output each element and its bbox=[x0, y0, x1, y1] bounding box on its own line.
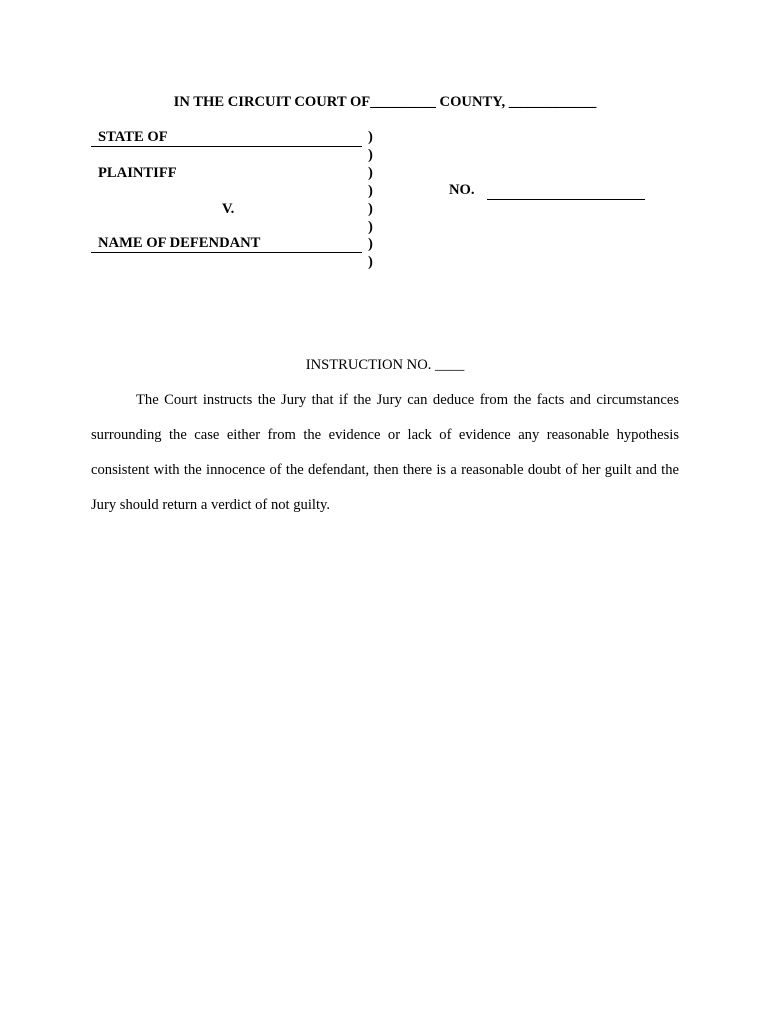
caption-paren: ) bbox=[368, 183, 373, 199]
defendant-name-blank bbox=[91, 252, 362, 253]
versus-label: V. bbox=[222, 201, 235, 217]
caption-paren: ) bbox=[368, 236, 373, 252]
instruction-title: INSTRUCTION NO. ____ bbox=[305, 357, 465, 373]
caption-paren: ) bbox=[368, 254, 373, 270]
case-number-blank bbox=[487, 199, 645, 200]
instruction-body: The Court instructs the Jury that if the Jury can deduce from the facts and circumstances surrounding the case either from the evidence or lack of evidence any reasonable hypothesis consistent with the innocence of the defendant, then there is a reasonable doubt of her guilt and the Jury should return a verdict of not guilty. bbox=[91, 392, 679, 513]
plaintiff-label: PLAINTIFF bbox=[98, 165, 177, 181]
defendant-label: NAME OF DEFENDANT bbox=[98, 235, 261, 251]
caption-paren: ) bbox=[368, 201, 373, 217]
state-of-label: STATE OF bbox=[98, 129, 168, 145]
caption-paren: ) bbox=[368, 129, 373, 145]
court-heading: IN THE CIRCUIT COURT OF_________ COUNTY, ____________ bbox=[173, 94, 597, 110]
case-number-label: NO. bbox=[449, 182, 475, 198]
plaintiff-name-blank bbox=[91, 146, 362, 147]
caption-paren: ) bbox=[368, 219, 373, 235]
caption-paren: ) bbox=[368, 165, 373, 181]
caption-paren: ) bbox=[368, 147, 373, 163]
